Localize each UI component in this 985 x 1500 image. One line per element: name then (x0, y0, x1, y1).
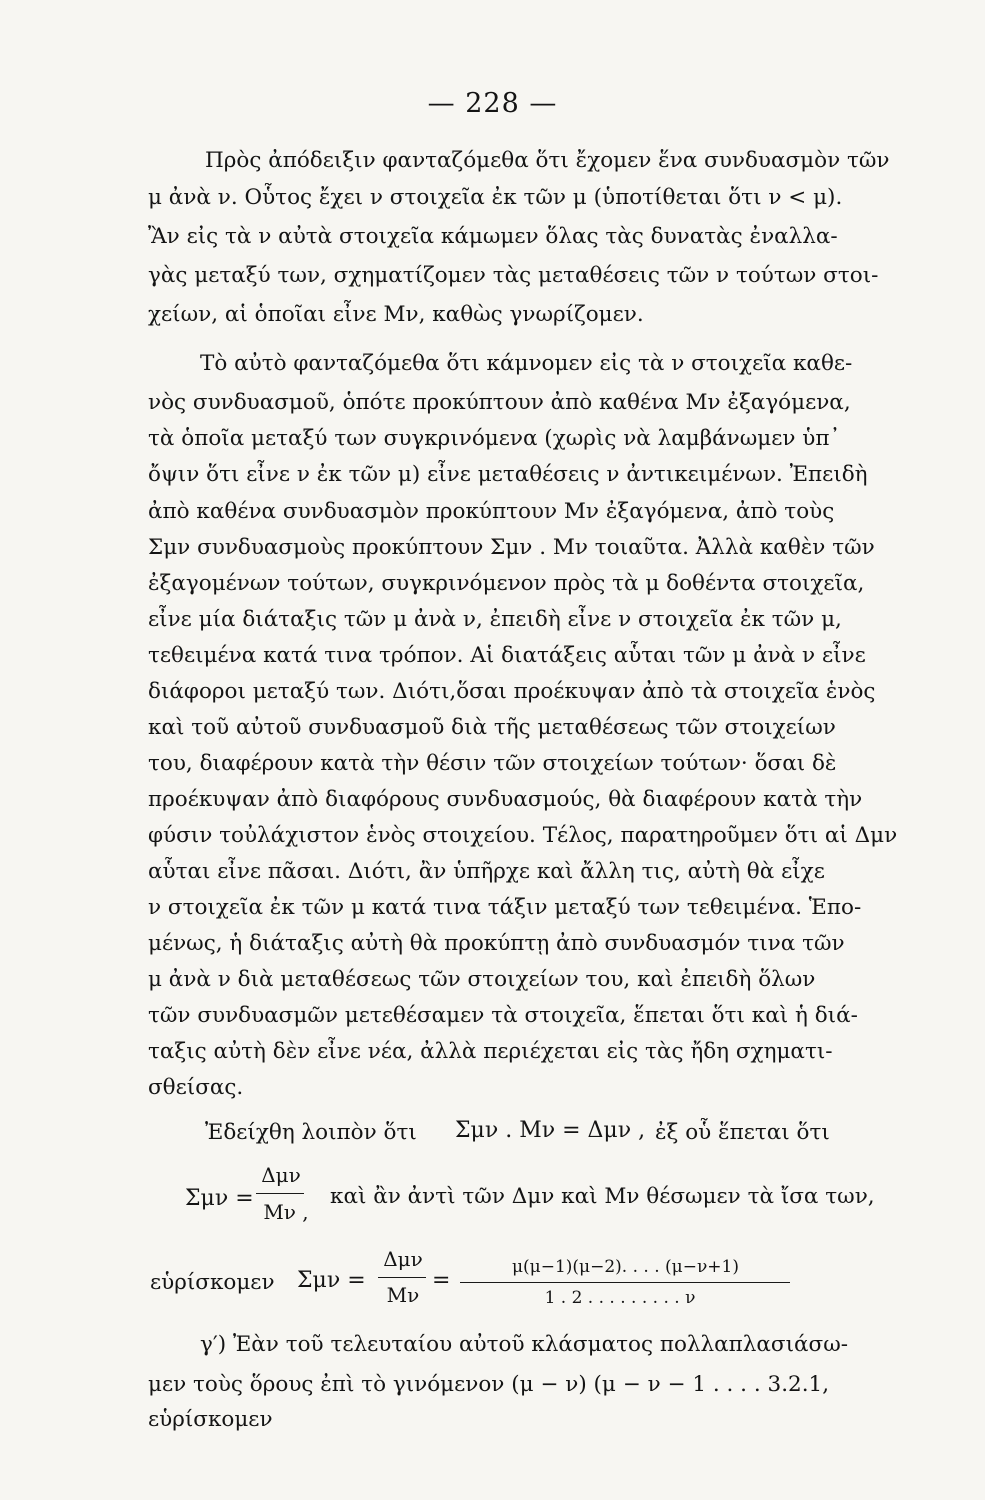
text-line: καὶ τοῦ αὐτοῦ συνδυασμοῦ διὰ τῆς μεταθέσεως τῶν στοιχείων (148, 715, 836, 740)
equation-2-numerator-1: Δμν (383, 1247, 423, 1271)
text-line: Σμν συνδυασμοὺς προκύπτουν Σμν . Mν τοιαῦτα. Ἀλλὰ καθὲν τῶν (148, 535, 875, 560)
equation-1-lhs: Σμν = (185, 1186, 254, 1211)
text-line: φύσιν τοὐλάχιστον ἑνὸς στοιχείου. Τέλος, παρατηροῦμεν ὅτι αἱ Δμν (148, 823, 898, 848)
equation-1-numerator: Δμν (261, 1163, 301, 1187)
text-line: μεν τοὺς ὅρους ἐπὶ τὸ γινόμενον (μ − ν) (μ − ν − 1 . . . . 3.2.1, (148, 1372, 830, 1397)
text-line: ὄψιν ὅτι εἶνε ν ἐκ τῶν μ) εἶνε μεταθέσεις ν ἀντικειμένων. Ἐπειδὴ (148, 462, 868, 487)
equation-1-denominator: Mν , (263, 1200, 309, 1224)
equation-intro: Ἐδείχθη λοιπὸν ὅτι (205, 1120, 417, 1145)
text-line: προέκυψαν ἀπὸ διαφόρους συνδυασμούς, θὰ διαφέρουν κατὰ τὴν (148, 787, 863, 812)
text-line: γ′) Ἐὰν τοῦ τελευταίου αὐτοῦ κλάσματος πολλαπλασιάσω- (200, 1332, 849, 1357)
page-number: — 228 — (427, 88, 558, 119)
equation-2-fraction-bar-2 (460, 1282, 790, 1283)
text-line: ν στοιχεῖα ἐκ τῶν μ κατά τινα τάξιν μεταξύ των τεθειμένα. Ἑπο- (148, 895, 862, 920)
text-line: αὗται εἶνε πᾶσαι. Διότι, ἂν ὑπῆρχε καὶ ἄλλη τις, αὐτὴ θὰ εἶχε (148, 859, 825, 884)
equation-2-equals: = (432, 1268, 451, 1293)
text-line: τὰ ὁποῖα μεταξύ των συγκρινόμενα (χωρὶς νὰ λαμβάνωμεν ὑπ᾿ (148, 426, 841, 451)
text-line: μένως, ἡ διάταξις αὐτὴ θὰ προκύπτῃ ἀπὸ συνδυασμόν τινα τῶν (148, 931, 845, 956)
text-line: τῶν συνδυασμῶν μετεθέσαμεν τὰ στοιχεῖα, ἕπεται ὅτι καὶ ἡ διά- (148, 1003, 858, 1028)
text-line: Τὸ αὐτὸ φανταζόμεθα ὅτι κάμνομεν εἰς τὰ ν στοιχεῖα καθε- (200, 351, 853, 376)
equation-2-lhs: Σμν = (297, 1268, 366, 1293)
text-line: εἶνε μία διάταξις τῶν μ ἀνὰ ν, ἐπειδὴ εἶνε ν στοιχεῖα ἐκ τῶν μ, (148, 607, 842, 632)
equation-suffix: ἐξ οὗ ἕπεται ὅτι (655, 1120, 830, 1145)
text-line: εὑρίσκομεν (148, 1407, 273, 1432)
equation-2-denominator-2: 1 . 2 . . . . . . . . . ν (544, 1288, 696, 1308)
text-line: Πρὸς ἀπόδειξιν φανταζόμεθα ὅτι ἔχομεν ἕνα συνδυασμὸν τῶν (205, 148, 890, 173)
equation-shown: Σμν . Mν = Δμν , (455, 1118, 646, 1143)
text-line: διάφοροι μεταξύ των. Διότι,ὅσαι προέκυψαν ἀπὸ τὰ στοιχεῖα ἑνὸς (148, 679, 876, 704)
text-line: τεθειμένα κατά τινα τρόπον. Αἱ διατάξεις αὗται τῶν μ ἀνὰ ν εἶνε (148, 643, 866, 668)
text-line: χείων, αἱ ὁποῖαι εἶνε Mν, καθὼς γνωρίζομεν. (148, 302, 644, 327)
text-line: Ἂν εἰς τὰ ν αὐτὰ στοιχεῖα κάμωμεν ὅλας τὰς δυνατὰς ἐναλλα- (148, 224, 838, 249)
text-line: ἀπὸ καθένα συνδυασμὸν προκύπτουν Mν ἐξαγόμενα, ἀπὸ τοὺς (148, 499, 835, 524)
text-line: γὰς μεταξύ των, σχηματίζομεν τὰς μεταθέσεις τῶν ν τούτων στοι- (148, 263, 879, 288)
text-line: σθείσας. (148, 1075, 244, 1100)
equation-1-fraction-bar (256, 1193, 304, 1194)
text-line: μ ἀνὰ ν διὰ μεταθέσεως τῶν στοιχείων του, καὶ ἐπειδὴ ὅλων (148, 967, 816, 992)
text-line: μ ἀνὰ ν. Οὗτος ἔχει ν στοιχεῖα ἐκ τῶν μ (ὑποτίθεται ὅτι ν < μ). (148, 185, 843, 210)
text-line: ταξις αὐτὴ δὲν εἶνε νέα, ἀλλὰ περιέχεται εἰς τὰς ἤδη σχηματι- (148, 1039, 833, 1064)
equation-1-text: καὶ ἂν ἀντὶ τῶν Δμν καὶ Mν θέσωμεν τὰ ἴσα των, (330, 1184, 875, 1209)
text-line: νὸς συνδυασμοῦ, ὁπότε προκύπτουν ἀπὸ καθένα Mν ἐξαγόμενα, (148, 390, 851, 415)
equation-2-denominator-1: Mν (386, 1283, 420, 1307)
text-line: ἐξαγομένων τούτων, συγκρινόμενον πρὸς τὰ μ δοθέντα στοιχεῖα, (148, 571, 865, 596)
equation-2-prefix: εὑρίσκομεν (150, 1270, 275, 1295)
equation-2-fraction-bar-1 (378, 1277, 426, 1278)
text-line: του, διαφέρουν κατὰ τὴν θέσιν τῶν στοιχείων τούτων· ὅσαι δὲ (148, 751, 837, 776)
equation-2-numerator-2: μ(μ−1)(μ−2). . . . (μ−ν+1) (512, 1257, 739, 1277)
